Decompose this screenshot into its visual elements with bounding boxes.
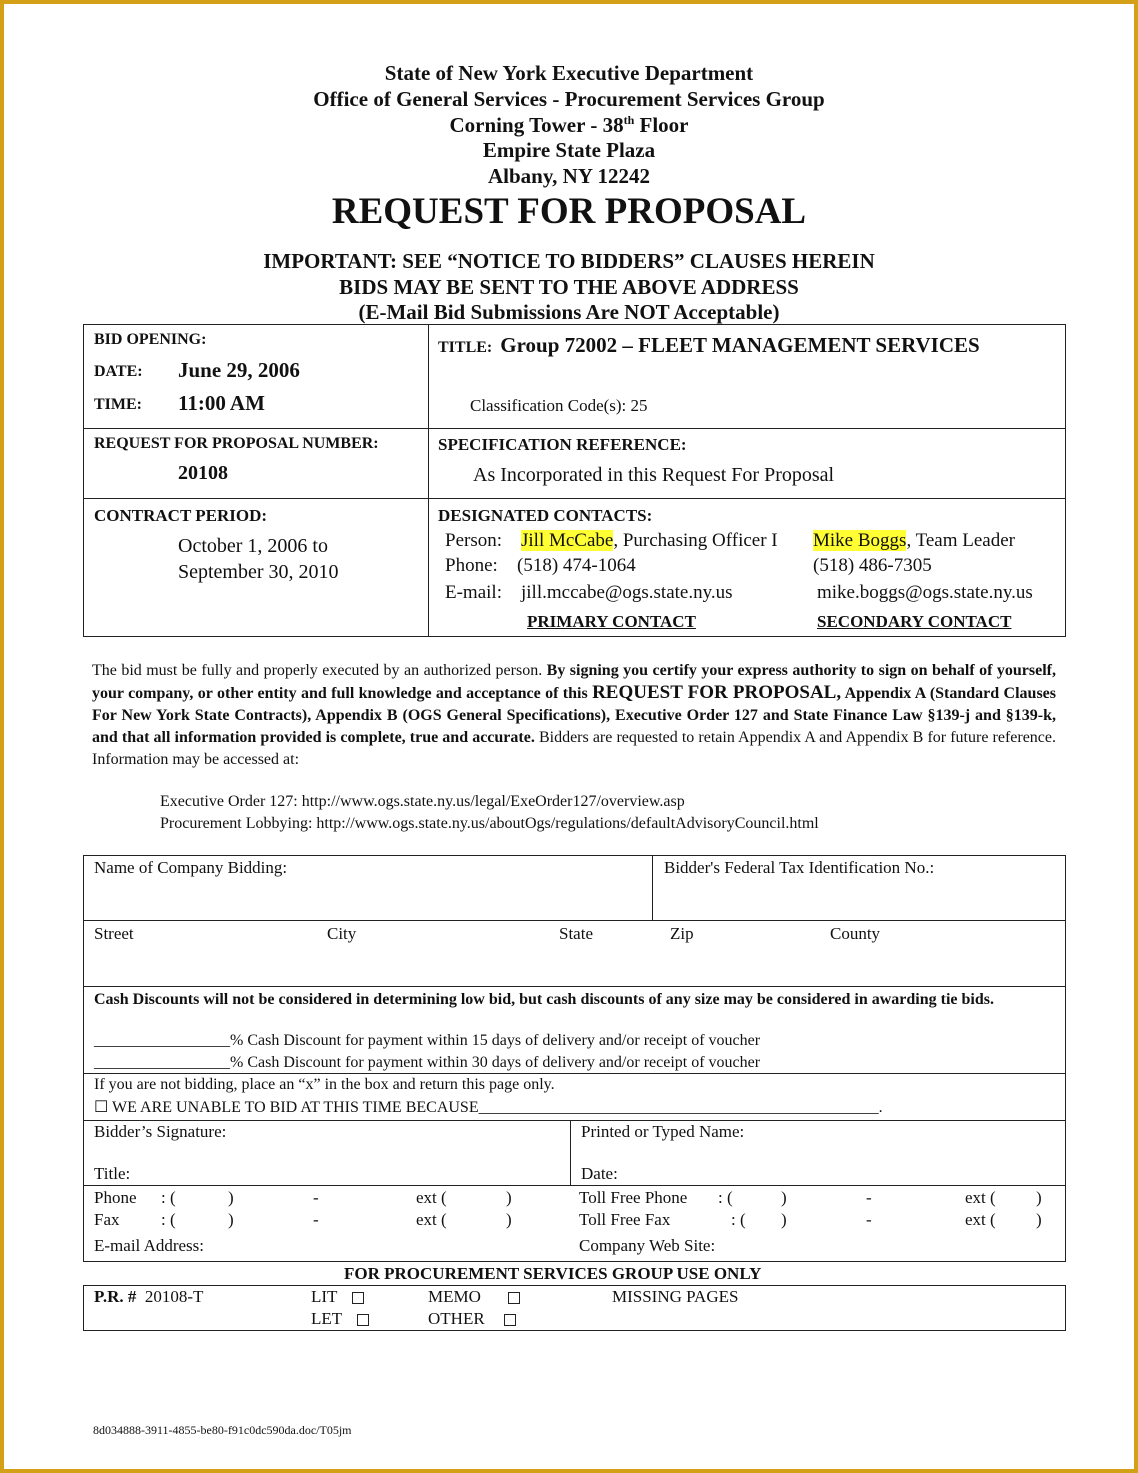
not-bidding-note: If you are not bidding, place an “x” in the box and return this page only. bbox=[94, 1076, 555, 1093]
secondary-contact-person: Mike Boggs, Team Leader bbox=[813, 530, 1016, 551]
discount-15-field[interactable]: _________________% Cash Discount for payment within 15 days of delivery and/or receipt of voucher bbox=[94, 1032, 761, 1049]
other-box-icon bbox=[504, 1314, 516, 1326]
title-field[interactable]: Title: bbox=[94, 1164, 131, 1183]
toll-free-phone-field[interactable]: Toll Free Phone bbox=[579, 1188, 688, 1207]
contract-period-start: October 1, 2006 to bbox=[178, 535, 328, 557]
memo-checkbox[interactable]: MEMO bbox=[428, 1287, 522, 1307]
phone-field[interactable]: Phone bbox=[94, 1188, 137, 1207]
pr-number: P.R. # 20108-T bbox=[94, 1287, 204, 1306]
memo-box-icon bbox=[508, 1292, 520, 1304]
date-label: DATE: bbox=[94, 363, 143, 380]
bid-time: 11:00 AM bbox=[178, 391, 265, 415]
primary-contact-caption: PRIMARY CONTACT bbox=[527, 612, 696, 631]
secondary-contact-phone: (518) 486-7305 bbox=[813, 555, 932, 576]
contract-period-label: CONTRACT PERIOD: bbox=[94, 506, 268, 525]
primary-contact-person: Jill McCabe, Purchasing Officer I bbox=[521, 530, 778, 551]
toll-free-fax-field[interactable]: Toll Free Fax bbox=[579, 1210, 671, 1229]
signature-field[interactable]: Bidder’s Signature: bbox=[94, 1122, 227, 1141]
rfp-number: 20108 bbox=[178, 462, 228, 484]
header-line-1: State of New York Executive Department bbox=[384, 61, 754, 85]
company-name-field[interactable]: Name of Company Bidding: bbox=[94, 858, 288, 877]
contacts-label: DESIGNATED CONTACTS: bbox=[438, 506, 653, 525]
let-box-icon bbox=[357, 1314, 369, 1326]
other-checkbox[interactable]: OTHER bbox=[428, 1309, 518, 1329]
time-label: TIME: bbox=[94, 396, 142, 413]
bid-date: June 29, 2006 bbox=[178, 358, 300, 382]
office-use-heading: FOR PROCUREMENT SERVICES GROUP USE ONLY bbox=[344, 1264, 762, 1283]
unable-to-bid-checkbox[interactable]: ☐ WE ARE UNABLE TO BID AT THIS TIME BECAUSE__________________________________________________. bbox=[94, 1099, 883, 1116]
header-line-3: Corning Tower - 38th Floor bbox=[449, 113, 689, 137]
lit-box-icon bbox=[352, 1292, 364, 1304]
header-line-2: Office of General Services - Procurement Services Group bbox=[313, 87, 825, 111]
rfp-number-label: REQUEST FOR PROPOSAL NUMBER: bbox=[94, 435, 379, 452]
primary-contact-phone: (518) 474-1064 bbox=[517, 555, 636, 576]
notice-line-3: (E-Mail Bid Submissions Are NOT Acceptable) bbox=[358, 300, 780, 324]
header-line-4: Empire State Plaza bbox=[482, 138, 656, 162]
email-address-field[interactable]: E-mail Address: bbox=[94, 1236, 205, 1255]
street-field[interactable]: Street bbox=[94, 924, 134, 943]
primary-contact-email[interactable]: jill.mccabe@ogs.state.ny.us bbox=[521, 582, 733, 603]
secondary-contact-caption: SECONDARY CONTACT bbox=[817, 612, 1012, 631]
let-checkbox[interactable]: LET bbox=[311, 1309, 371, 1329]
rfp-title: TITLE: Group 72002 – FLEET MANAGEMENT SERVICES bbox=[438, 333, 980, 357]
rfp-page: State of New York Executive Department Office of General Services - Procurement Services Group Corning Tower - 38th Floor Empire State Plaza Albany, NY 12242 REQUEST FOR PROPOSAL IMPORTANT: SEE “NOTICE TO BIDDERS” CLAUSES HEREIN BIDS MAY BE SENT TO THE ABOVE ADDRESS (E-Mail Bid Submissions Are NOT Acceptable) BID OPENING: DATE: June 29, 2006 TIME: 11:00 AM TITLE: Group 72002 – FLEET MANAGEMENT SERVICES Classification Code(s): 25 REQUEST FOR PROPOSAL NUMBER: 20108 SPECIFICATION REFERENCE: As Incorporated in this Request For Proposal CONTRACT PERIOD: October 1, 2006 to September 30, 2010 DESIGNATED CONTACTS: Person: Phone: E-mail: Jill McCabe, Purchasing Officer I (518) 474-1064 jill.mccabe@ogs.state.ny.us PRIMARY CONTACT Mike Boggs, Team Leader (518) 486-7305 mike.boggs@ogs.state.ny.us SECONDARY CONTACT The bid must be fully and properly executed by an authorized person. By signing you certify your express authority to sign on behalf of yourself, your company, or other entity and full knowledge and acceptance of this REQUEST FOR PROPOSAL, Appendix A (Standard Clauses For New York State Contracts), Appendix B (OGS General Specifications), Executive Order 127 and State Finance Law §139-j and §139-k, and that all information provided is complete, true and accurate. Bidders are requested to retain Appendix A and Appendix B for future reference. Information may be accessed at: Executive Order 127: http://www.ogs.state.ny.us/legal/ExeOrder127/overview.asp Procurement Lobbying: http://www.ogs.state.ny.us/aboutOgs/regulations/defaultAdvisoryCouncil.html Name of Company Bidding: Bidder's Federal Tax Identification No.: Street City State Zip County Cash Discounts will not be considered in determining low bid, but cash discounts of any size may be considered in awarding tie bids. _________________% Cash Discount for payment within 15 days of delivery and/or receipt of voucher _________________% Cash Discount for payment within 30 days of delivery and/or receipt of voucher If you are not bidding, place an “x” in the box and return this page only. ☐ WE ARE UNABLE TO BID AT THIS TIME BECAUSE__________________________________________________. Bidder’s Signature: Printed or Typed Name: Title: Date: Phone : ( ) - ext ( ) Toll Free Phone : ( ) - ext ( ) Fax : ( ) - ext ( ) Toll Free Fax : ( ) - ext ( ) E-mail Address: Company Web Site: FOR PROCUREMENT SERVICES GROUP USE ONLY P.R. # 20108-T LIT LET MEMO OTHER MISSING PAGES 8d034888-3911-4855-be80-f91c0dc590da.doc/T05jm bbox=[0, 0, 1138, 1473]
state-field[interactable]: State bbox=[559, 924, 593, 943]
certification-paragraph: The bid must be fully and properly executed by an authorized person. By signing you certify your express authority to sign on behalf of yourself, your company, or other entity and full knowledge and acceptance of this REQUEST FOR PROPOSAL, Appendix A (Standard Clauses For New York State Contracts), Appendix B (OGS General Specifications), Executive Order 127 and State Finance Law §139-j and §139-k, and that all information provided is complete, true and accurate. Bidders are requested to retain Appendix A and Appendix B for future reference. Information may be accessed at: bbox=[92, 662, 1057, 768]
date-field[interactable]: Date: bbox=[581, 1164, 618, 1183]
county-field[interactable]: County bbox=[830, 924, 881, 943]
spec-ref-label: SPECIFICATION REFERENCE: bbox=[438, 435, 687, 454]
header-line-5: Albany, NY 12242 bbox=[487, 164, 650, 188]
notice-line-1: IMPORTANT: SEE “NOTICE TO BIDDERS” CLAUSES HEREIN bbox=[263, 249, 875, 273]
notice-line-2: BIDS MAY BE SENT TO THE ABOVE ADDRESS bbox=[339, 275, 799, 299]
classification-code: Classification Code(s): 25 bbox=[470, 396, 648, 415]
secondary-contact-email[interactable]: mike.boggs@ogs.state.ny.us bbox=[817, 582, 1033, 603]
printed-name-field[interactable]: Printed or Typed Name: bbox=[581, 1122, 745, 1141]
document-id: 8d034888-3911-4855-be80-f91c0dc590da.doc/T05jm bbox=[93, 1423, 352, 1437]
phone-label: Phone: bbox=[445, 555, 498, 576]
lit-checkbox[interactable]: LIT bbox=[311, 1287, 366, 1307]
website-field[interactable]: Company Web Site: bbox=[579, 1236, 716, 1255]
discount-30-field[interactable]: _________________% Cash Discount for payment within 30 days of delivery and/or receipt of voucher bbox=[94, 1054, 761, 1071]
fax-field[interactable]: Fax bbox=[94, 1210, 120, 1229]
email-label: E-mail: bbox=[445, 582, 502, 603]
contract-period-end: September 30, 2010 bbox=[178, 561, 339, 583]
zip-field[interactable]: Zip bbox=[670, 924, 694, 943]
tax-id-field[interactable]: Bidder's Federal Tax Identification No.: bbox=[664, 858, 935, 877]
bid-opening-label: BID OPENING: bbox=[94, 331, 207, 348]
city-field[interactable]: City bbox=[327, 924, 357, 943]
person-label: Person: bbox=[445, 530, 502, 551]
spec-ref-value: As Incorporated in this Request For Proposal bbox=[473, 464, 835, 486]
lobbying-link[interactable]: Procurement Lobbying: http://www.ogs.state.ny.us/aboutOgs/regulations/defaultAdvisoryCouncil.html bbox=[160, 815, 819, 832]
page-title: REQUEST FOR PROPOSAL bbox=[331, 191, 807, 232]
exec-order-link[interactable]: Executive Order 127: http://www.ogs.state.ny.us/legal/ExeOrder127/overview.asp bbox=[160, 793, 685, 810]
office-use-box bbox=[83, 1285, 1066, 1331]
missing-pages-label: MISSING PAGES bbox=[612, 1287, 739, 1306]
cash-discount-note: Cash Discounts will not be considered in determining low bid, but cash discounts of any size may be considered in awarding tie bids. bbox=[94, 991, 994, 1008]
